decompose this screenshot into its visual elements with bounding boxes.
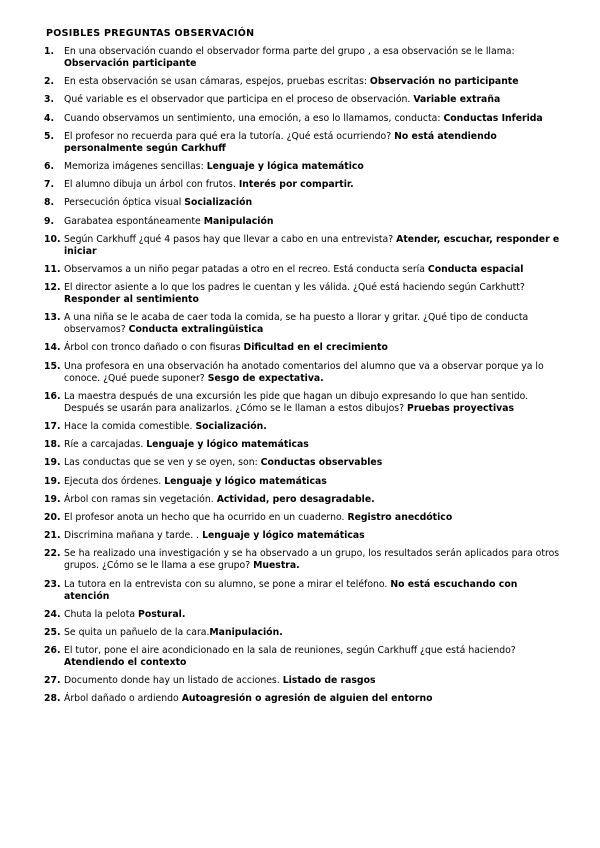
answer-text: Observación no participante — [369, 76, 519, 88]
question-text: Memoriza imágenes sencillas: — [64, 160, 207, 172]
answer-text: Lenguaje y lógica matemático — [206, 160, 364, 172]
question-item — [44, 113, 564, 125]
answer-text: Interés por compartir. — [238, 179, 354, 191]
question-item — [44, 627, 564, 639]
question-number: 23. — [44, 578, 61, 590]
question-number: 3. — [44, 94, 55, 106]
question-body — [64, 282, 564, 306]
question-text: Ríe a carcajadas. — [64, 439, 147, 451]
answer-text: Conducta espacial — [427, 263, 524, 275]
answer-text: Variable extraña — [413, 94, 501, 106]
question-body — [64, 512, 564, 524]
question-item — [44, 312, 564, 336]
answer-text: Responder al sentimiento — [64, 294, 199, 306]
question-number: 19. — [44, 493, 61, 505]
question-item — [44, 216, 564, 228]
answer-text: Conductas Inferida — [443, 112, 543, 124]
question-number: 28. — [44, 693, 61, 705]
answer-text: Socialización. — [195, 421, 267, 432]
question-body — [64, 361, 564, 385]
answer-text: Manipulación. — [209, 626, 283, 638]
question-item — [44, 579, 564, 603]
answer-text: Lenguaje y lógico matemáticas — [202, 530, 365, 542]
question-number: 10. — [44, 233, 61, 245]
question-body — [64, 439, 564, 451]
answer-text: Manipulación — [203, 215, 274, 227]
question-body — [64, 530, 564, 542]
answer-text: Autoagresión o agresión de alguien del entorno — [181, 693, 433, 705]
question-item — [44, 530, 564, 542]
question-number: 21. — [44, 530, 61, 542]
question-body — [64, 579, 564, 603]
question-text: Persecución óptica visual — [64, 197, 185, 209]
question-item — [44, 46, 564, 70]
question-item — [44, 361, 564, 385]
question-text: Las conductas que se ven y se oyen, son: — [64, 457, 261, 469]
answer-text: No está escuchando con atención — [64, 578, 518, 602]
question-item — [44, 609, 564, 621]
question-item — [44, 282, 564, 306]
question-text: Documento donde hay un listado de acciones. — [64, 675, 283, 687]
question-number: 25. — [44, 626, 61, 638]
question-body — [64, 46, 564, 70]
answer-text: No está atendiendo personalmente según Carkhuff — [64, 130, 497, 154]
question-text: En esta observación se usan cámaras, espejos, pruebas escritas: — [64, 76, 370, 88]
question-item — [44, 179, 564, 191]
answer-text: Atender, escuchar, responder e iniciar — [64, 233, 560, 257]
page-title: POSIBLES PREGUNTAS OBSERVACIÓN — [46, 28, 255, 39]
question-body — [64, 312, 564, 336]
answer-text: Socialización — [184, 197, 253, 209]
question-text: La maestra después de una excursión les pide que hagan un dibujo expresando lo que han sentido. Después se usarán para analizarlos. ¿Cómo se le llaman a estos dibujos? — [64, 390, 529, 414]
question-body — [64, 627, 564, 639]
question-body — [64, 675, 564, 687]
question-body — [64, 216, 564, 228]
question-item — [44, 391, 564, 415]
question-text: Discrimina mañana y tarde. . — [64, 530, 203, 542]
question-item — [44, 342, 564, 354]
answer-text: Lenguaje y lógico matemáticas — [164, 475, 327, 487]
question-body — [64, 457, 564, 469]
question-body — [64, 234, 564, 258]
question-item — [44, 94, 564, 106]
question-body — [64, 94, 564, 106]
question-number: 6. — [44, 160, 55, 172]
question-text: Una profesora en una observación ha anotado comentarios del alumno que va a observar porque ya lo conoce. ¿Qué puede suponer? — [64, 360, 544, 384]
question-text: Observamos a un niño pegar patadas a otro en el recreo. Está conducta sería — [64, 263, 428, 275]
question-number: 5. — [44, 130, 55, 142]
question-text: El alumno dibuja un árbol con frutos. — [64, 179, 239, 191]
question-body — [64, 548, 564, 572]
question-body — [64, 476, 564, 488]
question-number: 18. — [44, 439, 61, 451]
question-number: 24. — [44, 608, 61, 620]
question-text: Qué variable es el observador que participa en el proceso de observación. — [64, 94, 414, 106]
question-item — [44, 645, 564, 669]
question-body — [64, 494, 564, 506]
answer-text: Registro anecdótico — [347, 511, 453, 523]
question-body — [64, 264, 564, 276]
question-body — [64, 161, 564, 173]
question-item — [44, 421, 564, 433]
question-text: Árbol con tronco dañado o con fisuras — [64, 342, 244, 354]
question-item — [44, 161, 564, 173]
answer-text: Actividad, pero desagradable. — [216, 493, 375, 505]
question-body — [64, 342, 564, 354]
question-number: 27. — [44, 675, 61, 687]
question-item — [44, 548, 564, 572]
question-number: 13. — [44, 312, 61, 324]
question-item — [44, 512, 564, 524]
answer-text: Postural. — [138, 608, 186, 620]
answer-text: Sesgo de expectativa. — [207, 372, 324, 384]
question-text: Árbol con ramas sin vegetación. — [64, 493, 217, 505]
question-item — [44, 264, 564, 276]
question-text: El profesor anota un hecho que ha ocurrido en un cuaderno. — [64, 511, 348, 523]
question-body — [64, 113, 564, 125]
question-number: 22. — [44, 548, 61, 560]
question-number: 26. — [44, 645, 61, 657]
question-body — [64, 197, 564, 209]
question-text: Se ha realizado una investigación y se ha observado a un grupo, los resultados serán aplicados para otros grupos. ¿Cómo se le llama a ese grupo? — [64, 548, 560, 572]
question-body — [64, 645, 564, 669]
question-number: 19. — [44, 457, 61, 469]
question-number: 12. — [44, 282, 61, 294]
question-text: Según Carkhuff ¿qué 4 pasos hay que llevar a cabo en una entrevista? — [64, 233, 397, 245]
answer-text: Dificultad en el crecimiento — [243, 342, 388, 354]
question-number: 1. — [44, 46, 55, 57]
question-text: Garabatea espontáneamente — [64, 215, 204, 227]
question-number: 16. — [44, 390, 61, 402]
question-body — [64, 609, 564, 621]
question-number: 4. — [44, 112, 55, 124]
question-text: A una niña se le acaba de caer toda la comida, se ha puesto a llorar y gritar. ¿Qué tipo de conducta observamos? — [64, 312, 529, 336]
question-item — [44, 234, 564, 258]
question-item — [44, 494, 564, 506]
question-number: 19. — [44, 475, 61, 487]
question-text: Se quita un pañuelo de la cara. — [64, 626, 210, 638]
answer-text: Lenguaje y lógico matemáticas — [146, 439, 309, 451]
question-text: Ejecuta dos órdenes. — [64, 475, 165, 487]
answer-text: Conductas observables — [260, 457, 383, 469]
question-item — [44, 457, 564, 469]
question-body — [64, 693, 564, 705]
question-text: El tutor, pone el aire acondicionado en la sala de reuniones, según Carkhuff ¿que está haciendo? — [64, 645, 516, 657]
question-number: 14. — [44, 342, 61, 354]
question-item — [44, 76, 564, 88]
question-item — [44, 693, 564, 705]
question-text: Cuando observamos un sentimiento, una emoción, a eso lo llamamos, conducta: — [64, 112, 444, 124]
question-number: 20. — [44, 511, 61, 523]
question-number: 9. — [44, 215, 55, 227]
question-text: El profesor no recuerda para qué era la tutoría. ¿Qué está ocurriendo? — [64, 130, 395, 142]
question-body — [64, 421, 564, 433]
answer-text: Pruebas proyectivas — [407, 402, 515, 414]
question-number: 17. — [44, 421, 61, 432]
question-text: La tutora en la entrevista con su alumno, se pone a mirar el teléfono. — [64, 578, 391, 590]
question-number: 2. — [44, 76, 55, 88]
question-number: 15. — [44, 360, 61, 372]
question-body — [64, 179, 564, 191]
question-number: 11. — [44, 263, 61, 275]
question-item — [44, 131, 564, 155]
answer-text: Muestra. — [253, 560, 300, 572]
question-text: En una observación cuando el observador forma parte del grupo , a esa observación se le llama: — [64, 46, 515, 57]
question-text: Chuta la pelota — [64, 608, 138, 620]
question-text: Hace la comida comestible. — [64, 421, 196, 432]
answer-text: Observación participante — [64, 58, 197, 69]
question-body — [64, 76, 564, 88]
question-text: Árbol dañado o ardiendo — [64, 693, 182, 705]
question-body — [64, 131, 564, 155]
question-item — [44, 439, 564, 451]
answer-text: Listado de rasgos — [282, 675, 376, 687]
question-item — [44, 197, 564, 209]
question-list — [44, 46, 564, 712]
question-body — [64, 391, 564, 415]
question-item — [44, 476, 564, 488]
question-number: 7. — [44, 179, 55, 191]
answer-text: Atendiendo el contexto — [64, 657, 187, 669]
question-text: El director asiente a lo que los padres le cuentan y les válida. ¿Qué está haciendo según Carkhutt? — [64, 282, 525, 294]
question-number: 8. — [44, 197, 55, 209]
question-item — [44, 675, 564, 687]
answer-text: Conducta extralingüistica — [128, 324, 264, 336]
